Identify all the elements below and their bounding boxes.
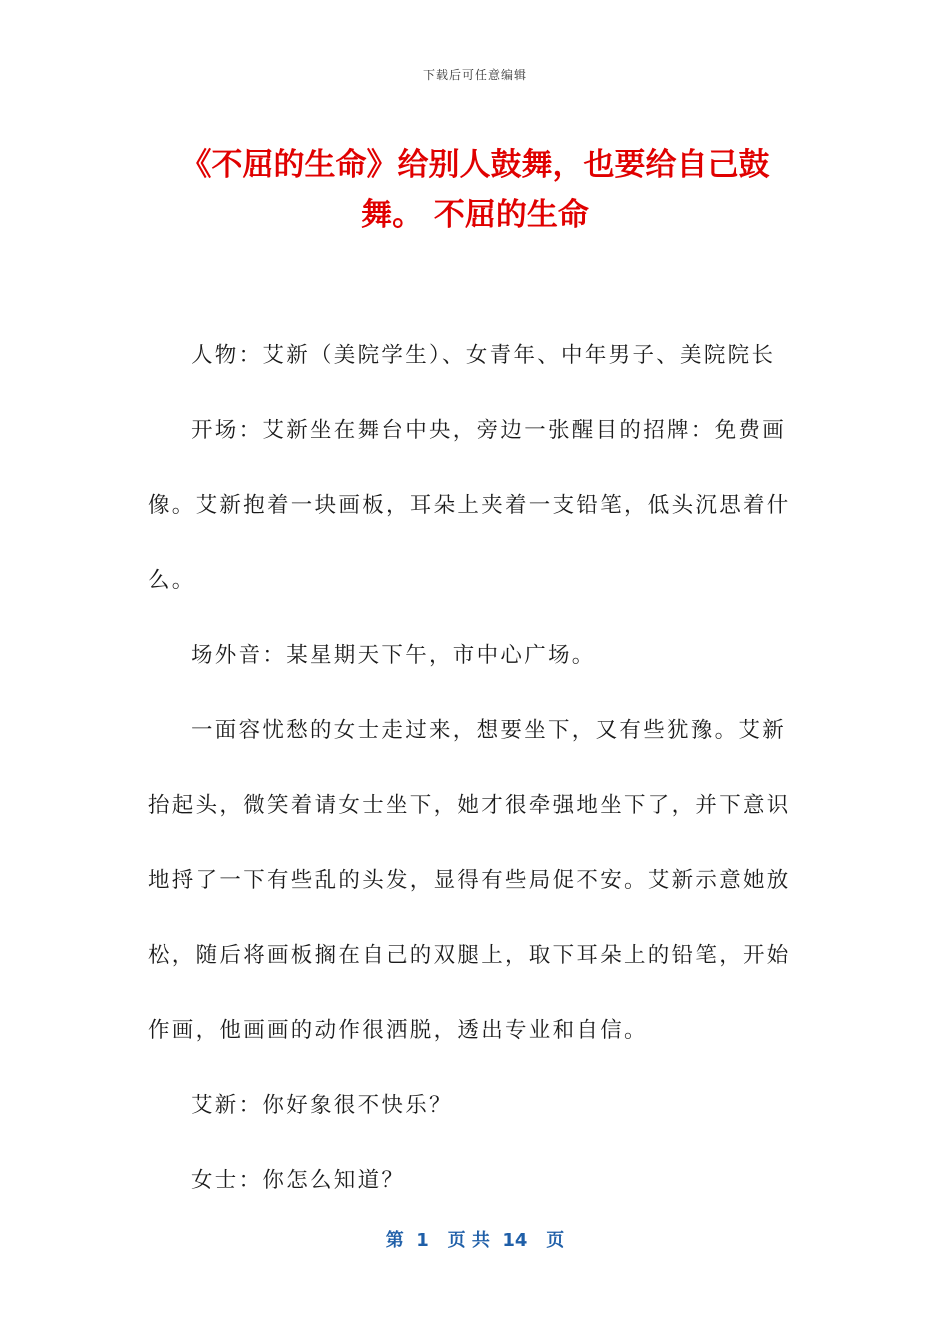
text-line: 松，随后将画板搁在自己的双腿上，取下耳朵上的铅笔，开始	[148, 943, 791, 968]
paragraph	[148, 1143, 792, 1218]
paragraph	[148, 318, 792, 393]
paragraph	[148, 393, 792, 618]
text-line: 女士：你怎么知道？	[191, 1168, 406, 1193]
document-title	[150, 140, 800, 240]
text-line: 抬起头，微笑着请女士坐下，她才很牵强地坐下了，并下意识	[148, 793, 791, 818]
paragraph	[148, 693, 792, 1068]
document-body	[148, 318, 792, 1218]
text-line: 作画，他画画的动作很洒脱，透出专业和自信。	[148, 1018, 648, 1043]
header-note: 下载后可任意编辑	[422, 68, 527, 82]
page-footer: 第 1 页 共 14 页	[385, 1230, 565, 1251]
text-line: 人物：艾新（美院学生）、女青年、中年男子、美院院长	[191, 343, 776, 368]
text-line: 像。艾新抱着一块画板，耳朵上夹着一支铅笔，低头沉思着什	[148, 493, 791, 518]
text-line: 地捋了一下有些乱的头发，显得有些局促不安。艾新示意她放	[148, 868, 791, 893]
title-line-2: 舞。 不屈的生命	[361, 197, 589, 233]
text-line: 艾新：你好象很不快乐？	[191, 1093, 453, 1118]
text-line: 一面容忧愁的女士走过来，想要坐下，又有些犹豫。艾新	[191, 718, 787, 743]
text-line: 么。	[148, 568, 196, 593]
text-line: 场外音：某星期天下午，市中心广场。	[191, 643, 596, 668]
title-line-1: 《不屈的生命》给别人鼓舞，也要给自己鼓	[180, 147, 770, 183]
paragraph	[148, 1068, 792, 1143]
text-line: 开场：艾新坐在舞台中央，旁边一张醒目的招牌：免费画	[191, 418, 787, 443]
paragraph	[148, 618, 792, 693]
